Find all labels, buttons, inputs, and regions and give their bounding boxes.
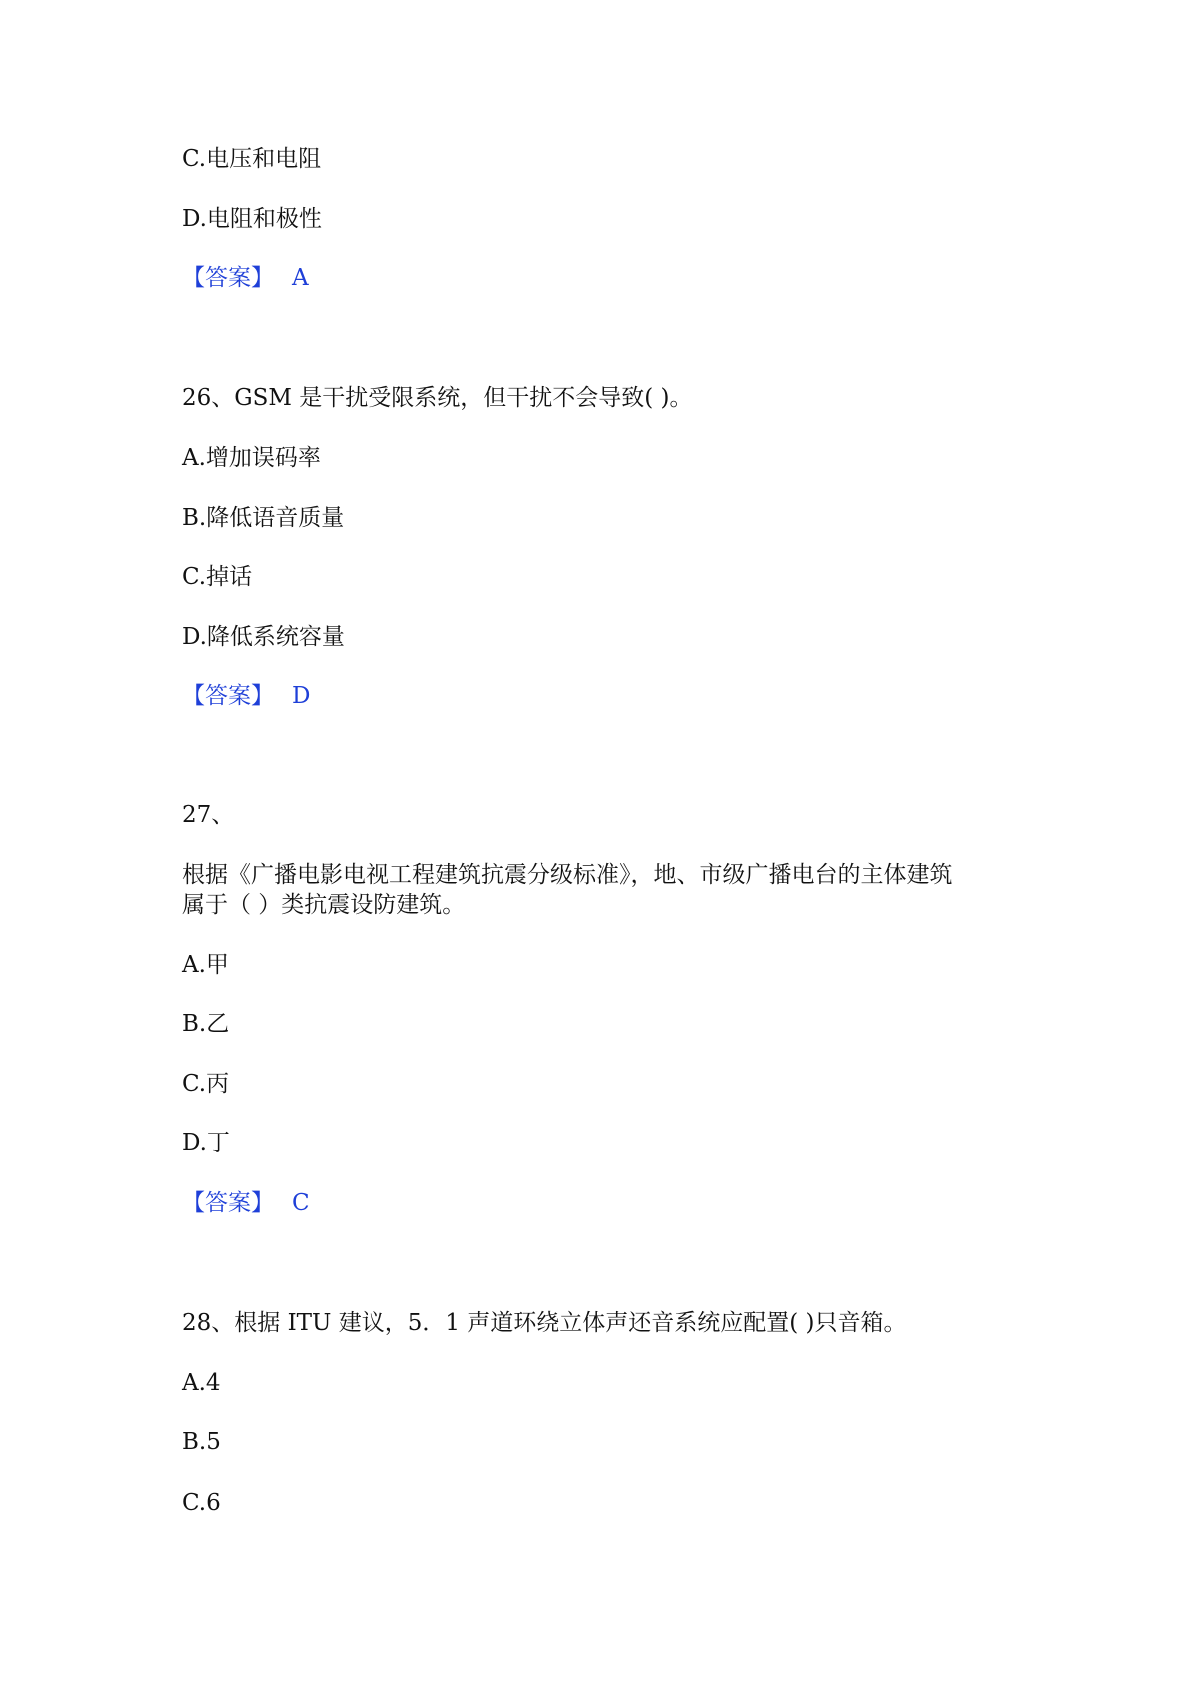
q26-option-c: C.掉话 [182, 564, 253, 590]
q26-answer-value: D [292, 683, 311, 709]
q28-option-c: C.6 [182, 1490, 221, 1516]
q26-answer-label: 【答案】 [182, 683, 274, 709]
q28-option-b: B.5 [182, 1429, 221, 1455]
q26-option-d: D.降低系统容量 [182, 624, 345, 650]
q27-option-b: B.乙 [182, 1011, 230, 1037]
q26-answer [182, 681, 310, 711]
q25-option-c: C.电压和电阻 [182, 146, 322, 172]
q28-option-a: A.4 [182, 1370, 221, 1396]
q27-answer-value: C [292, 1190, 310, 1216]
q25-answer-label: 【答案】 [182, 265, 274, 291]
q27-answer [182, 1188, 310, 1218]
q27-number: 27、 [182, 802, 235, 828]
q25-option-d: D.电阻和极性 [182, 206, 322, 232]
q26-option-b: B.降低语音质量 [182, 505, 345, 531]
q26-stem: 26、GSM 是干扰受限系统，但干扰不会导致( )。 [182, 385, 693, 411]
q25-answer [182, 263, 309, 293]
q27-stem-line-2: 属于（ ）类抗震设防建筑。 [182, 892, 466, 918]
q27-option-a: A.甲 [182, 952, 229, 978]
q27-option-d: D.丁 [182, 1130, 230, 1156]
q26-option-a: A.增加误码率 [182, 445, 321, 471]
q28-stem: 28、根据 ITU 建议，5．1 声道环绕立体声还音系统应配置( )只音箱。 [182, 1310, 907, 1336]
q27-answer-label: 【答案】 [182, 1190, 274, 1216]
q25-answer-value: A [292, 265, 309, 291]
q27-stem-line-1: 根据《广播电影电视工程建筑抗震分级标准》，地、市级广播电台的主体建筑 [182, 862, 953, 888]
q27-option-c: C.丙 [182, 1071, 230, 1097]
